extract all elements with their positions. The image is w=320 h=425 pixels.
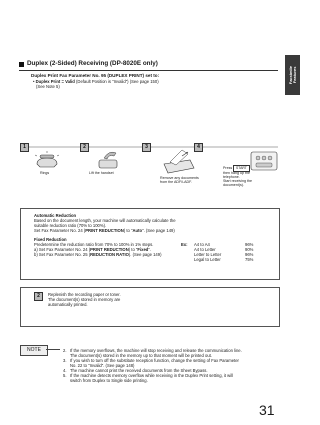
start-key-label: START — [233, 165, 250, 172]
ringing-phone-icon — [34, 150, 60, 170]
example-row-2-size: A4 to Letter — [194, 247, 216, 252]
replenish-step-number: 2 — [34, 292, 43, 301]
param-bullet-rest: (Default Position is "Invalid") (See page 150) — [74, 79, 159, 84]
section-tab-line1: Facsimile — [287, 65, 293, 85]
note-5-number: 5. — [63, 373, 67, 378]
param-bullet: • Duplex Print = Valid (Default Position is "Invalid") (See page 150) — [33, 79, 159, 84]
note-connector-line — [46, 349, 60, 350]
step-4-number: 4 — [194, 143, 203, 152]
step-4-line3: telephone. — [223, 175, 240, 179]
section-title-bar — [19, 61, 278, 71]
example-row-1-pct: 96% — [245, 242, 254, 247]
replenish-line2: The document(s) stored in memory are — [48, 297, 121, 302]
step-4-line5: document(s). — [223, 183, 244, 187]
replenish-line3: automatically printed. — [48, 302, 88, 307]
fixed-reduction-line3: b) Set Fax Parameter No. 25 (REDUCTION RATIO). (See page 149) — [34, 252, 162, 257]
note-5-line1: If the machine detects memory overflow while receiving in the Duplex Print setting, it will — [70, 373, 233, 378]
note-2-line2: The document(s) stored in the memory up to that moment will be printed out. — [70, 353, 212, 358]
note-4-number: 4. — [63, 368, 67, 373]
example-row-3-size: Letter to Letter — [194, 252, 222, 257]
step-4-line4: Start receiving the — [223, 179, 252, 183]
step-4-press: Press — [223, 166, 233, 170]
square-bullet-icon — [19, 62, 24, 67]
note-2-number: 2. — [63, 348, 67, 353]
step-1-caption: Rings — [40, 171, 50, 175]
keypad-panel-icon — [250, 151, 278, 171]
page-number: 31 — [259, 402, 275, 418]
note-3-line1: If you wish to turn off the substitute reception function, change the setting of Fax Parameter — [70, 358, 239, 363]
example-row-4-size: Legal to Letter — [194, 257, 221, 262]
examples-label: Ex: — [181, 242, 188, 247]
step-2-caption: Lift the handset — [89, 171, 114, 175]
example-row-4-pct: 75% — [245, 257, 254, 262]
example-row-2-pct: 90% — [245, 247, 254, 252]
param-bullet-bold: Duplex Print = Valid — [35, 79, 75, 84]
steps-diagram — [20, 143, 278, 197]
note-5-line2: switch from Duplex to Single side printing. — [70, 378, 148, 383]
example-row-1-size: A4 to A4 — [194, 242, 210, 247]
note-3-number: 3. — [63, 358, 67, 363]
step-3-caption-line2: from the ADF/i-ADF. — [160, 180, 192, 184]
auto-reduction-line3: Set Fax Parameter No. 24 (PRINT REDUCTION) to "Auto". (See page 149) — [34, 228, 175, 233]
note-3-line2: No. 22 to "Invalid". (See page 148) — [70, 363, 135, 368]
fixed-reduction-heading: Fixed Reduction — [34, 237, 67, 242]
replenish-line1: Replenish the recording paper or toner. — [48, 292, 121, 297]
note-2-line1: If the memory overflows, the machine will stop receiving and release the communication line. — [70, 348, 242, 353]
replenish-box — [20, 287, 280, 327]
section-tab-line2: Features — [291, 66, 297, 84]
auto-reduction-line2: suitable reduction ratio (70% to 100%). — [34, 223, 107, 228]
adf-remove-documents-icon — [160, 146, 196, 176]
fixed-reduction-line2: a) Set Fax Parameter No. 24 (PRINT REDUCTION) to "Fixed". — [34, 247, 152, 252]
example-row-3-pct: 96% — [245, 252, 254, 257]
step-3-number: 3 — [142, 143, 151, 152]
note-label: NOTE — [20, 345, 48, 356]
auto-reduction-line1: Based on the document length, your machine will automatically calculate the — [34, 218, 176, 223]
lift-handset-icon — [96, 150, 122, 170]
section-title: Duplex (2-Sided) Receiving (DP-8020E only) — [27, 60, 158, 67]
reduction-info-box — [20, 208, 280, 280]
param-heading: Duplex Print Fax Parameter No. 95 (DUPLEX PRINT) set to: — [31, 73, 160, 78]
step-1-number: 1 — [20, 143, 29, 152]
step-2-number: 2 — [80, 143, 89, 152]
fixed-reduction-line1: Predetermine the reduction ratio from 70% to 100% in 1% steps. — [34, 242, 154, 247]
note-4-line1: The machine cannot print the received documents from the Sheet Bypass. — [70, 368, 208, 373]
auto-reduction-heading: Automatic Reduction — [34, 213, 77, 218]
section-tab — [285, 55, 300, 95]
param-see-note: (See Note 5) — [36, 84, 60, 89]
step-4-line2: then hang up the — [223, 171, 250, 175]
step-3-caption-line1: Remove any documents — [160, 176, 199, 180]
